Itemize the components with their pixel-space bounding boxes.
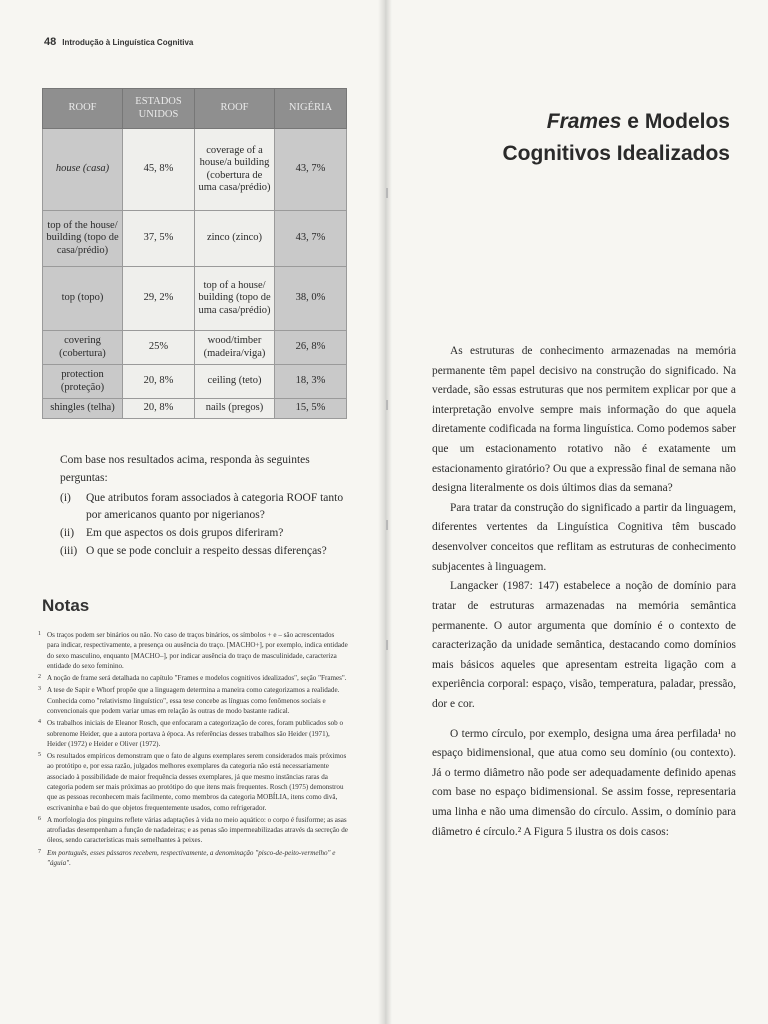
table-cell: 26, 8% [275,331,347,365]
note-text: A tese de Sapir e Whorf propõe que a linguagem determina a maneira como categorizamos a realidade. Conhecida como "relativismo linguístico", essa tese concebe as línguas como fenômenos sociais e convencionais que podem variar umas em relação às outras de modo bastante radical. [47,686,340,715]
page-number: 48 [44,36,57,48]
table-cell: zinco (zinco) [195,211,275,267]
notes-heading: Notas [42,596,90,615]
running-head [44,36,193,48]
question-item [60,525,360,543]
table-row [43,211,347,267]
questions-intro: Com base nos resultados acima, responda às seguintes perguntas: [60,454,310,484]
table-cell: top (topo) [43,267,123,331]
table-cell: coverage of a house/a building (cobertura de uma casa/prédio) [195,129,275,211]
note-text: A morfologia dos pinguins reflete várias adaptações à vida no meio aquático: o corpo é fusiforme; as asas atrofiadas desempenham a função de nadadeiras; e as penas são impermeabilizadas através da secreção de óleos, sendo características mais semelhantes à peixes. [47,815,348,845]
table-cell: ceiling (teto) [195,365,275,399]
chapter-title-line2: Cognitivos Idealizados [502,141,730,165]
note-item [38,718,348,749]
table-row [43,267,347,331]
table-row [43,129,347,211]
table-cell: 20, 8% [123,365,195,399]
table-cell: 25% [123,331,195,365]
question-number: (i) [60,491,71,504]
body-paragraph: As estruturas de conhecimento armazenadas na memória permanente têm papel decisivo na construção do significado. Na verdade, são essas estruturas que nos permitem explicar por que a interpretação envolve sempre mais informação do que aquela diretamente codificada na forma linguística. Como podemos saber que um estacionamento rotativo não é exatamente um estacionamento giratório? Ou que a expressão final de semana não designa literalmente os dois últimos dias da semana? [432,345,736,495]
table-row [43,365,347,399]
note-item [38,848,348,869]
notes-list [38,630,348,870]
table-cell: 38, 0% [275,267,347,331]
roof-comparison-table [42,88,347,419]
table-cell: 18, 3% [275,365,347,399]
note-item [38,685,348,716]
table-cell: 37, 5% [123,211,195,267]
question-number: (ii) [60,527,75,540]
note-text: Os trabalhos iniciais de Eleanor Rosch, que enfocaram a categorização de cores, foram publicados sob o sobrenome Heider, que a autora portava à época. As referências desses trabalhos são Heider (1971), Heider (1972) e Heider e Oliver (1972). [47,719,344,748]
note-text: A noção de frame será detalhada no capítulo "Frames e modelos cognitivos idealizados", seção "Frames". [47,674,347,683]
table-cell: house (casa) [43,129,123,211]
note-number: 1 [38,631,41,637]
question-item [60,543,360,561]
question-text: Em que aspectos os dois grupos diferiram? [86,527,284,540]
chapter-title [440,106,730,169]
note-number: 7 [38,848,41,855]
table-cell: wood/timber (madeira/viga) [195,331,275,365]
question-number: (iii) [60,545,78,558]
note-number: 4 [38,719,41,726]
note-text: Os resultados empíricos demonstram que o fato de alguns exemplares serem considerados mais próximos ao protótipo e, por essa razão, julgados melhores exemplares da categoria não está necessariamente associado à possibilidade de maior frequência desses exemplares, já que mesmo instâncias raras da categoria podem ser mais próximas ao protótipo do que itens mais frequentes. Rosch (1975) demonstrou que as pessoas reconhecem mais facilmente, como membros da categoria MOBÍLIA, itens como divã, escrivaninha e baú do que objetos frequentemente usados, como refrigerador. [47,752,347,812]
table-cell: shingles (telha) [43,399,123,419]
body-paragraph: Langacker (1987: 147) estabelece a noção de domínio para tratar de estruturas armazenadas na memória semântica permanente. O autor argumenta que domínio é o contexto de caracterização da unidade semântica, destacando como domínios mais básicos aqueles que apresentam estreita ligação com a experiência corporal: espaço, visão, temperatura, paladar, pressão, dor e cor. [432,580,736,710]
table-cell: nails (pregos) [195,399,275,419]
question-text: Que atributos foram associados à categoria ROOF tanto por americanos quanto por nigerianos? [86,491,344,522]
note-number: 5 [38,752,41,759]
table-header: ESTADOS UNIDOS [123,89,195,129]
note-number: 3 [38,686,41,693]
question-text: O que se pode concluir a respeito dessas diferenças? [86,545,327,558]
body-paragraph: Para tratar da construção do significado a partir da linguagem, diferentes vertentes da Linguística Cognitiva têm buscado desenvolver conceitos que reflitam as estruturas de conhecimento subjacentes à linguagem. [432,501,736,573]
table-header: ROOF [43,89,123,129]
table-cell: 20, 8% [123,399,195,419]
note-number: 2 [38,674,41,681]
table-cell: protection (proteção) [43,365,123,399]
exercise-questions [60,452,360,561]
table-cell: 43, 7% [275,129,347,211]
note-item [38,630,348,671]
table-header: NIGÉRIA [275,89,347,129]
question-item [60,490,360,526]
table-row [43,331,347,365]
table-cell: covering (cobertura) [43,331,123,365]
table-header: ROOF [195,89,275,129]
table-cell: 43, 7% [275,211,347,267]
chapter-title-line1-rest: e Modelos [621,110,730,133]
note-text: Os traços podem ser binários ou não. No caso de traços binários, os símbolos + e – são acrescentados para indicar, respectivamente, a presença ou ausência do traço. [MACHO+], por exemplo, indica entidade do sexo masculino, enquanto [MACHO–], por indicar ausência do traço de masculinidade, caracteriza entidade do sexo feminino. [47,631,348,670]
table-row [43,399,347,419]
note-number: 6 [38,815,41,822]
chapter-title-frames: Frames [546,110,622,133]
table-cell: 45, 8% [123,129,195,211]
table-cell: top of the house/ building (topo de casa/prédio) [43,211,123,267]
chapter-body [432,342,736,842]
table-cell: top of a house/ building (topo de uma casa/prédio) [195,267,275,331]
body-paragraph: O termo círculo, por exemplo, designa uma área perfilada¹ no espaço bidimensional, que atua como seu domínio (ou contexto). Já o termo diâmetro não pode ser adequadamente definido apenas com base no espaço bidimensional. Se assim fosse, representaria uma linha e não uma dimensão do círculo. Assim, o domínio para diâmetro é círculo.² A Figura 5 ilustra os dois casos: [432,727,736,838]
table-cell: 15, 5% [275,399,347,419]
note-item [38,751,348,813]
note-item [38,673,348,683]
note-text: Em português, esses pássaros recebem, respectivamente, a denominação "pisco-de-peito-vermelho" e "águia". [47,848,336,867]
running-head-title: Introdução à Linguística Cognitiva [62,38,194,47]
note-item [38,815,348,846]
table-cell: 29, 2% [123,267,195,331]
